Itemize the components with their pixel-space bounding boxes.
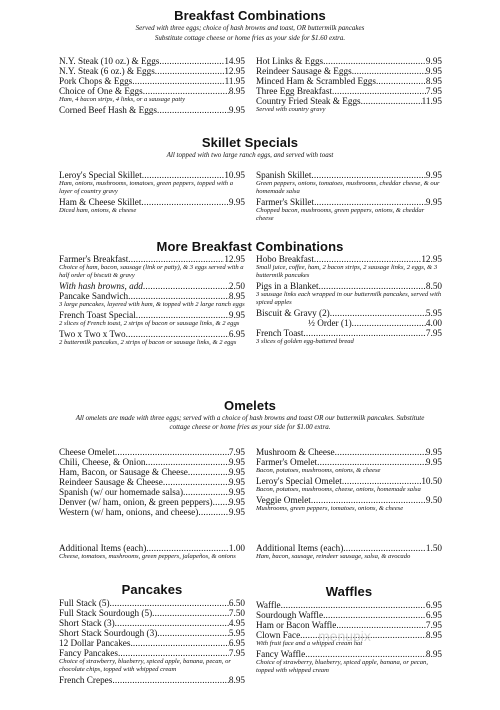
menu-item <box>59 675 245 685</box>
menu-item-price: 1.00 <box>228 543 245 553</box>
dot-leader <box>323 610 426 620</box>
dot-leader <box>319 281 426 291</box>
menu-item-price: 12.95 <box>224 254 245 264</box>
section-title: Pancakes <box>121 582 183 597</box>
menu-item <box>256 96 442 106</box>
menu-item-name: Short Stack Sourdough (3) <box>59 628 158 638</box>
menu-item <box>59 507 245 517</box>
menu-item-name: Ham, Bacon, or Sausage & Cheese <box>59 467 188 477</box>
dot-leader <box>188 467 229 477</box>
menu-item-price: 9.95 <box>228 457 245 467</box>
menu-item-price: 8.95 <box>425 630 442 640</box>
section-more-breakfast <box>0 239 500 254</box>
menu-item-price: 8.95 <box>425 76 442 86</box>
menu-item-description: Bacon, potatoes, mushrooms, onions, & cheese <box>256 467 381 474</box>
menu-item-name: Three Egg Breakfast <box>256 86 333 96</box>
menu-item-description: With fruit face and a whipped cream hat <box>256 640 363 647</box>
dot-leader <box>115 447 229 457</box>
menu-item <box>256 170 442 180</box>
menu-item-name: Fancy Pancakes <box>59 648 118 658</box>
menu-item-name: Reindeer Sausage & Eggs <box>256 66 352 76</box>
menu-item-name: Sourdough Waffle <box>256 610 324 620</box>
menu-item-description: Small juice, coffee, ham, 2 bacon strips, 2 sausage links, 2 eggs, & 3 buttermilk pancakes <box>256 264 438 279</box>
dot-leader <box>146 543 229 553</box>
menu-item-description: Cheese, tomatoes, mushrooms, green peppers, jalapeños, & onions <box>59 553 236 560</box>
menu-item <box>256 600 442 610</box>
dot-leader <box>143 86 229 96</box>
dot-leader <box>163 477 229 487</box>
menu-item-name: Additional Items (each) <box>256 543 344 553</box>
dot-leader <box>198 507 229 517</box>
menu-item <box>59 477 245 487</box>
dot-leader <box>146 457 229 467</box>
menu-item <box>59 197 245 207</box>
menu-item <box>59 618 245 628</box>
menu-item-name: N.Y. Steak (10 oz.) & Eggs <box>59 56 160 66</box>
menu-item <box>59 447 245 457</box>
menu-item-price: 14.95 <box>224 56 245 66</box>
menu-item-name: French Toast Special <box>59 310 136 320</box>
menu-item-name: ½ Order (1) <box>308 318 352 328</box>
dot-leader <box>361 96 422 106</box>
dot-leader <box>128 291 229 301</box>
menu-item-description: Choice of ham, bacon, sausage (link or patty), & 3 eggs served with a half order of biscuit & gravy <box>59 264 244 279</box>
menu-item <box>256 457 442 467</box>
section-title: Waffles <box>325 584 373 599</box>
menu-item-name: Minced Ham & Scrambled Eggs <box>256 76 376 86</box>
menu-item-price: 6.95 <box>228 638 245 648</box>
menu-item <box>59 648 245 658</box>
menu-item-name: Corned Beef Hash & Eggs <box>59 105 157 115</box>
menu-item <box>59 254 245 264</box>
menu-item-description: 2 buttermilk pancakes, 2 strips of bacon or sausage links, & 2 eggs <box>59 339 237 346</box>
menu-item-name: Pork Chops & Eggs <box>59 76 133 86</box>
menu-item <box>59 628 245 638</box>
menu-item-description: Green peppers, onions, tomatoes, mushrooms, cheddar cheese, & our homemade salsa <box>256 180 440 195</box>
menu-item <box>256 476 442 486</box>
menu-item-description: Ham, 4 bacon strips, 4 links, or a sausage patty <box>59 96 186 103</box>
menu-item-price: 9.95 <box>228 105 245 115</box>
dot-leader <box>376 76 426 86</box>
menu-item-name: Chili, Cheese, & Onion <box>59 457 146 467</box>
dot-leader <box>115 618 229 628</box>
menu-item-description: Ham, bacon, sausage, reindeer sausage, salsa, & avocado <box>256 553 411 560</box>
menu-item-name: Pancake Sandwich <box>59 291 129 301</box>
dot-leader <box>311 170 426 180</box>
dot-leader <box>352 66 426 76</box>
menu-item-name: Spanish (w/ our homemade salsa) <box>59 487 184 497</box>
dot-leader <box>183 487 229 497</box>
menu-item-description: 3 large pancakes, layered with ham, & topped with 2 large ranch eggs <box>59 301 245 308</box>
section-title: More Breakfast Combinations <box>156 239 344 254</box>
menu-item <box>256 76 442 86</box>
dot-leader <box>112 675 229 685</box>
omelets-left-column <box>59 447 245 517</box>
menu-item <box>59 497 245 507</box>
menu-item-name: Biscuit & Gravy (2) <box>256 308 330 318</box>
menu-item-name: Farmer's Breakfast <box>59 254 129 264</box>
menu-item-description: Bacon, potatoes, mushrooms, cheese, onions, homemade salsa <box>256 486 421 493</box>
menu-item-name: Full Stack (5) <box>59 598 110 608</box>
menu-item-price: 7.50 <box>228 608 245 618</box>
dot-leader <box>213 497 229 507</box>
menu-item-name: Country Fried Steak & Eggs <box>256 96 361 106</box>
menu-item <box>59 291 245 301</box>
section-breakfast-combinations <box>0 8 500 43</box>
omelets-right-column <box>256 447 442 514</box>
menu-item <box>59 310 245 320</box>
menu-item-price: 5.95 <box>228 628 245 638</box>
menu-item-name: Clown Face <box>256 630 301 640</box>
menu-item-price: 1.50 <box>425 543 442 553</box>
menu-item <box>256 610 442 620</box>
menu-item-name: Leroy's Special Omelet <box>256 476 342 486</box>
menu-item <box>256 197 442 207</box>
menu-item-price: 9.95 <box>425 56 442 66</box>
menu-item-name: Mushroom & Cheese <box>256 447 335 457</box>
menu-item-price: 9.95 <box>228 497 245 507</box>
pancakes-column <box>59 598 245 685</box>
menu-item <box>256 281 442 291</box>
menu-item-price: 9.50 <box>425 495 442 505</box>
menu-item-price: 6.95 <box>425 610 442 620</box>
menu-item-name: French Toast <box>256 328 304 338</box>
menu-item <box>59 487 245 497</box>
menu-item-description: Chopped bacon, mushrooms, green peppers, onions, & cheddar cheese <box>256 207 425 222</box>
menu-item <box>59 457 245 467</box>
menu-item-price: 8.95 <box>228 86 245 96</box>
more-left-column <box>59 254 245 348</box>
section-pancakes <box>59 582 245 597</box>
breakfast-left-column <box>59 56 245 115</box>
section-title: Omelets <box>223 398 276 413</box>
menu-item <box>256 254 442 264</box>
menu-item-description: Diced ham, onions, & cheese <box>59 207 137 214</box>
menu-item-price: 9.95 <box>425 447 442 457</box>
dot-leader <box>342 476 421 486</box>
menu-item-price: 9.95 <box>425 66 442 76</box>
menu-item-price: 7.95 <box>228 447 245 457</box>
menu-item-name: Leroy's Special Skillet <box>59 170 142 180</box>
menu-item <box>59 467 245 477</box>
dot-leader <box>335 447 426 457</box>
menu-item-description: Ham, onions, mushrooms, tomatoes, green peppers, topped with a layer of country gravy <box>59 180 234 195</box>
menu-item-description: 3 sausage links each wrapped in our buttermilk pancakes, served with spiced apples <box>256 291 442 306</box>
dot-leader <box>110 598 229 608</box>
menu-item <box>256 86 442 96</box>
dot-leader <box>159 56 224 66</box>
menu-item <box>256 56 442 66</box>
menu-item-price: 8.50 <box>425 281 442 291</box>
menu-item <box>59 66 245 76</box>
dot-leader <box>141 197 229 207</box>
menu-item-price: 10.50 <box>421 476 442 486</box>
menu-item <box>59 76 245 86</box>
menu-item-price: 7.95 <box>228 648 245 658</box>
dot-leader <box>130 638 228 648</box>
section-subtitle: All topped with two large ranch eggs, and served with toast <box>166 151 334 159</box>
menu-item <box>256 543 442 553</box>
breakfast-right-column <box>256 56 442 115</box>
menu-item-name: 12 Dollar Pancakes <box>59 638 131 648</box>
menu-item-name: Hobo Breakfast <box>256 254 314 264</box>
menu-item-price: 7.95 <box>425 328 442 338</box>
dot-leader <box>343 543 426 553</box>
menu-item-price: 6.95 <box>425 600 442 610</box>
menu-item <box>256 328 442 338</box>
menu-item-name: Pigs in a Blanket <box>256 281 319 291</box>
menu-item <box>256 308 442 318</box>
menu-item-name: Western (w/ ham, onions, and cheese) <box>59 507 199 517</box>
dot-leader <box>317 457 426 467</box>
menu-item-name: Reindeer Sausage & Cheese <box>59 477 163 487</box>
menu-item-price: 2.50 <box>228 281 245 291</box>
menu-item-name: Spanish Skillet <box>256 170 312 180</box>
section-waffles <box>256 584 442 599</box>
omelets-additional-left <box>59 543 245 562</box>
dot-leader <box>157 105 229 115</box>
section-skillet-specials <box>0 135 500 160</box>
menu-item-price: 12.95 <box>421 254 442 264</box>
skillet-left-column <box>59 170 245 216</box>
dot-leader <box>305 649 426 659</box>
dot-leader <box>314 197 426 207</box>
menu-item-price: 6.50 <box>228 598 245 608</box>
dot-leader <box>157 628 229 638</box>
menu-item <box>59 543 245 553</box>
menu-item-price: 9.95 <box>228 477 245 487</box>
section-subtitle: Served with three eggs; choice of hash browns and toast, OR buttermilk pancakes <box>135 24 365 32</box>
menu-item <box>256 447 442 457</box>
dot-leader <box>155 66 225 76</box>
menu-item-name: Full Stack Sourdough (5) <box>59 608 153 618</box>
menu-item-description: Choice of strawberry, blueberry, spiced apple, banana, or pecan, topped with whipped cream <box>256 659 428 674</box>
dot-leader <box>118 648 229 658</box>
menu-item-name: Denver (w/ ham, onion, & green peppers) <box>59 497 213 507</box>
dot-leader <box>352 318 426 328</box>
menu-item-price: 11.95 <box>421 96 442 106</box>
menu-item-description: Mushrooms, green peppers, tomatoes, onions, & cheese <box>256 505 404 512</box>
menu-item-price: 4.00 <box>425 318 442 328</box>
dot-leader <box>330 308 426 318</box>
section-title: Skillet Specials <box>201 135 299 150</box>
dot-leader <box>136 310 229 320</box>
menu-item-name: Ham & Cheese Skillet <box>59 197 142 207</box>
menu-item <box>256 66 442 76</box>
menu-item-price: 9.95 <box>425 457 442 467</box>
menu-item-name: Veggie Omelet <box>256 495 311 505</box>
menu-item-name: Short Stack (3) <box>59 618 115 628</box>
menu-item-name: Farmer's Omelet <box>256 457 318 467</box>
omelets-additional-right <box>256 543 442 562</box>
menu-item <box>59 281 245 291</box>
watermark: menupix <box>318 628 371 644</box>
dot-leader <box>303 328 426 338</box>
dot-leader <box>152 608 229 618</box>
menu-item <box>256 495 442 505</box>
menu-item-name: Fancy Waffle <box>256 649 306 659</box>
menu-item-price: 9.95 <box>228 197 245 207</box>
menu-item-name: N.Y. Steak (6 oz.) & Eggs <box>59 66 155 76</box>
dot-leader <box>132 76 224 86</box>
section-subtitle-2: Substitute cottage cheese or home fries as your side for $1.60 extra. <box>154 34 346 42</box>
menu-item-price: 8.95 <box>228 675 245 685</box>
menu-item-price: 6.95 <box>228 329 245 339</box>
menu-item-price: 9.95 <box>425 197 442 207</box>
menu-item-price: 5.95 <box>425 308 442 318</box>
skillet-right-column <box>256 170 442 224</box>
menu-item-name: Cheese Omelet <box>59 447 115 457</box>
menu-item <box>59 86 245 96</box>
menu-item <box>59 608 245 618</box>
menu-item-description: 2 slices of French toast, 2 strips of bacon or sausage links, & 2 eggs <box>59 320 240 327</box>
menu-item-price: 9.95 <box>425 170 442 180</box>
menu-item-price: 8.95 <box>425 649 442 659</box>
menu-item-price: 7.95 <box>425 620 442 630</box>
dot-leader <box>126 329 229 339</box>
menu-item <box>59 329 245 339</box>
menu-item-name: Waffle <box>256 600 281 610</box>
menu-item-price: 9.95 <box>228 507 245 517</box>
section-title: Breakfast Combinations <box>174 8 326 23</box>
menu-item-name: Hot Links & Eggs <box>256 56 324 66</box>
menu-item-price: 9.95 <box>228 467 245 477</box>
section-omelets <box>0 398 500 432</box>
menu-item-name: With hash browns, add <box>59 281 143 291</box>
dot-leader <box>281 600 426 610</box>
dot-leader <box>323 56 426 66</box>
menu-item-price: 10.95 <box>224 170 245 180</box>
dot-leader <box>314 254 421 264</box>
menu-item-name: French Crepes <box>59 675 113 685</box>
section-subtitle: All omelets are made with three eggs; served with a choice of hash browns and toast OR our buttermilk pancakes. Substitute cottage cheese or home fries as your side for $1.00 extra. <box>75 414 425 431</box>
menu-item <box>59 170 245 180</box>
menu-item <box>256 649 442 659</box>
menu-item <box>59 56 245 66</box>
menu-item-price: 9.95 <box>228 310 245 320</box>
menu-item-description: 3 slices of golden egg-battered bread <box>256 338 354 345</box>
more-right-column <box>256 254 442 347</box>
menu-item-description: Choice of strawberry, blueberry, spiced apple, banana, pecan, or chocolate chips, topped with whipped cream <box>59 658 231 673</box>
menu-item-price: 11.95 <box>224 76 245 86</box>
dot-leader <box>142 170 225 180</box>
menu-item-name: Additional Items (each) <box>59 543 147 553</box>
menu-item-name: Two x Two x Two <box>59 329 126 339</box>
dot-leader <box>332 86 426 96</box>
dot-leader <box>128 254 224 264</box>
menu-item <box>59 598 245 608</box>
menu-item-price: 9.95 <box>228 487 245 497</box>
menu-item-name: Choice of One & Eggs <box>59 86 143 96</box>
menu-item-name: Farmer's Skillet <box>256 197 315 207</box>
menu-item <box>256 318 442 328</box>
dot-leader <box>143 281 229 291</box>
menu-item <box>59 105 245 115</box>
menu-item-description: Served with country gravy <box>256 106 326 113</box>
menu-item-price: 4.95 <box>228 618 245 628</box>
menu-item-name: Ham or Bacon Waffle <box>256 620 337 630</box>
dot-leader <box>311 495 426 505</box>
menu-item <box>59 638 245 648</box>
menu-item-price: 7.95 <box>425 86 442 96</box>
menu-item-price: 12.95 <box>224 66 245 76</box>
menu-item-price: 8.95 <box>228 291 245 301</box>
